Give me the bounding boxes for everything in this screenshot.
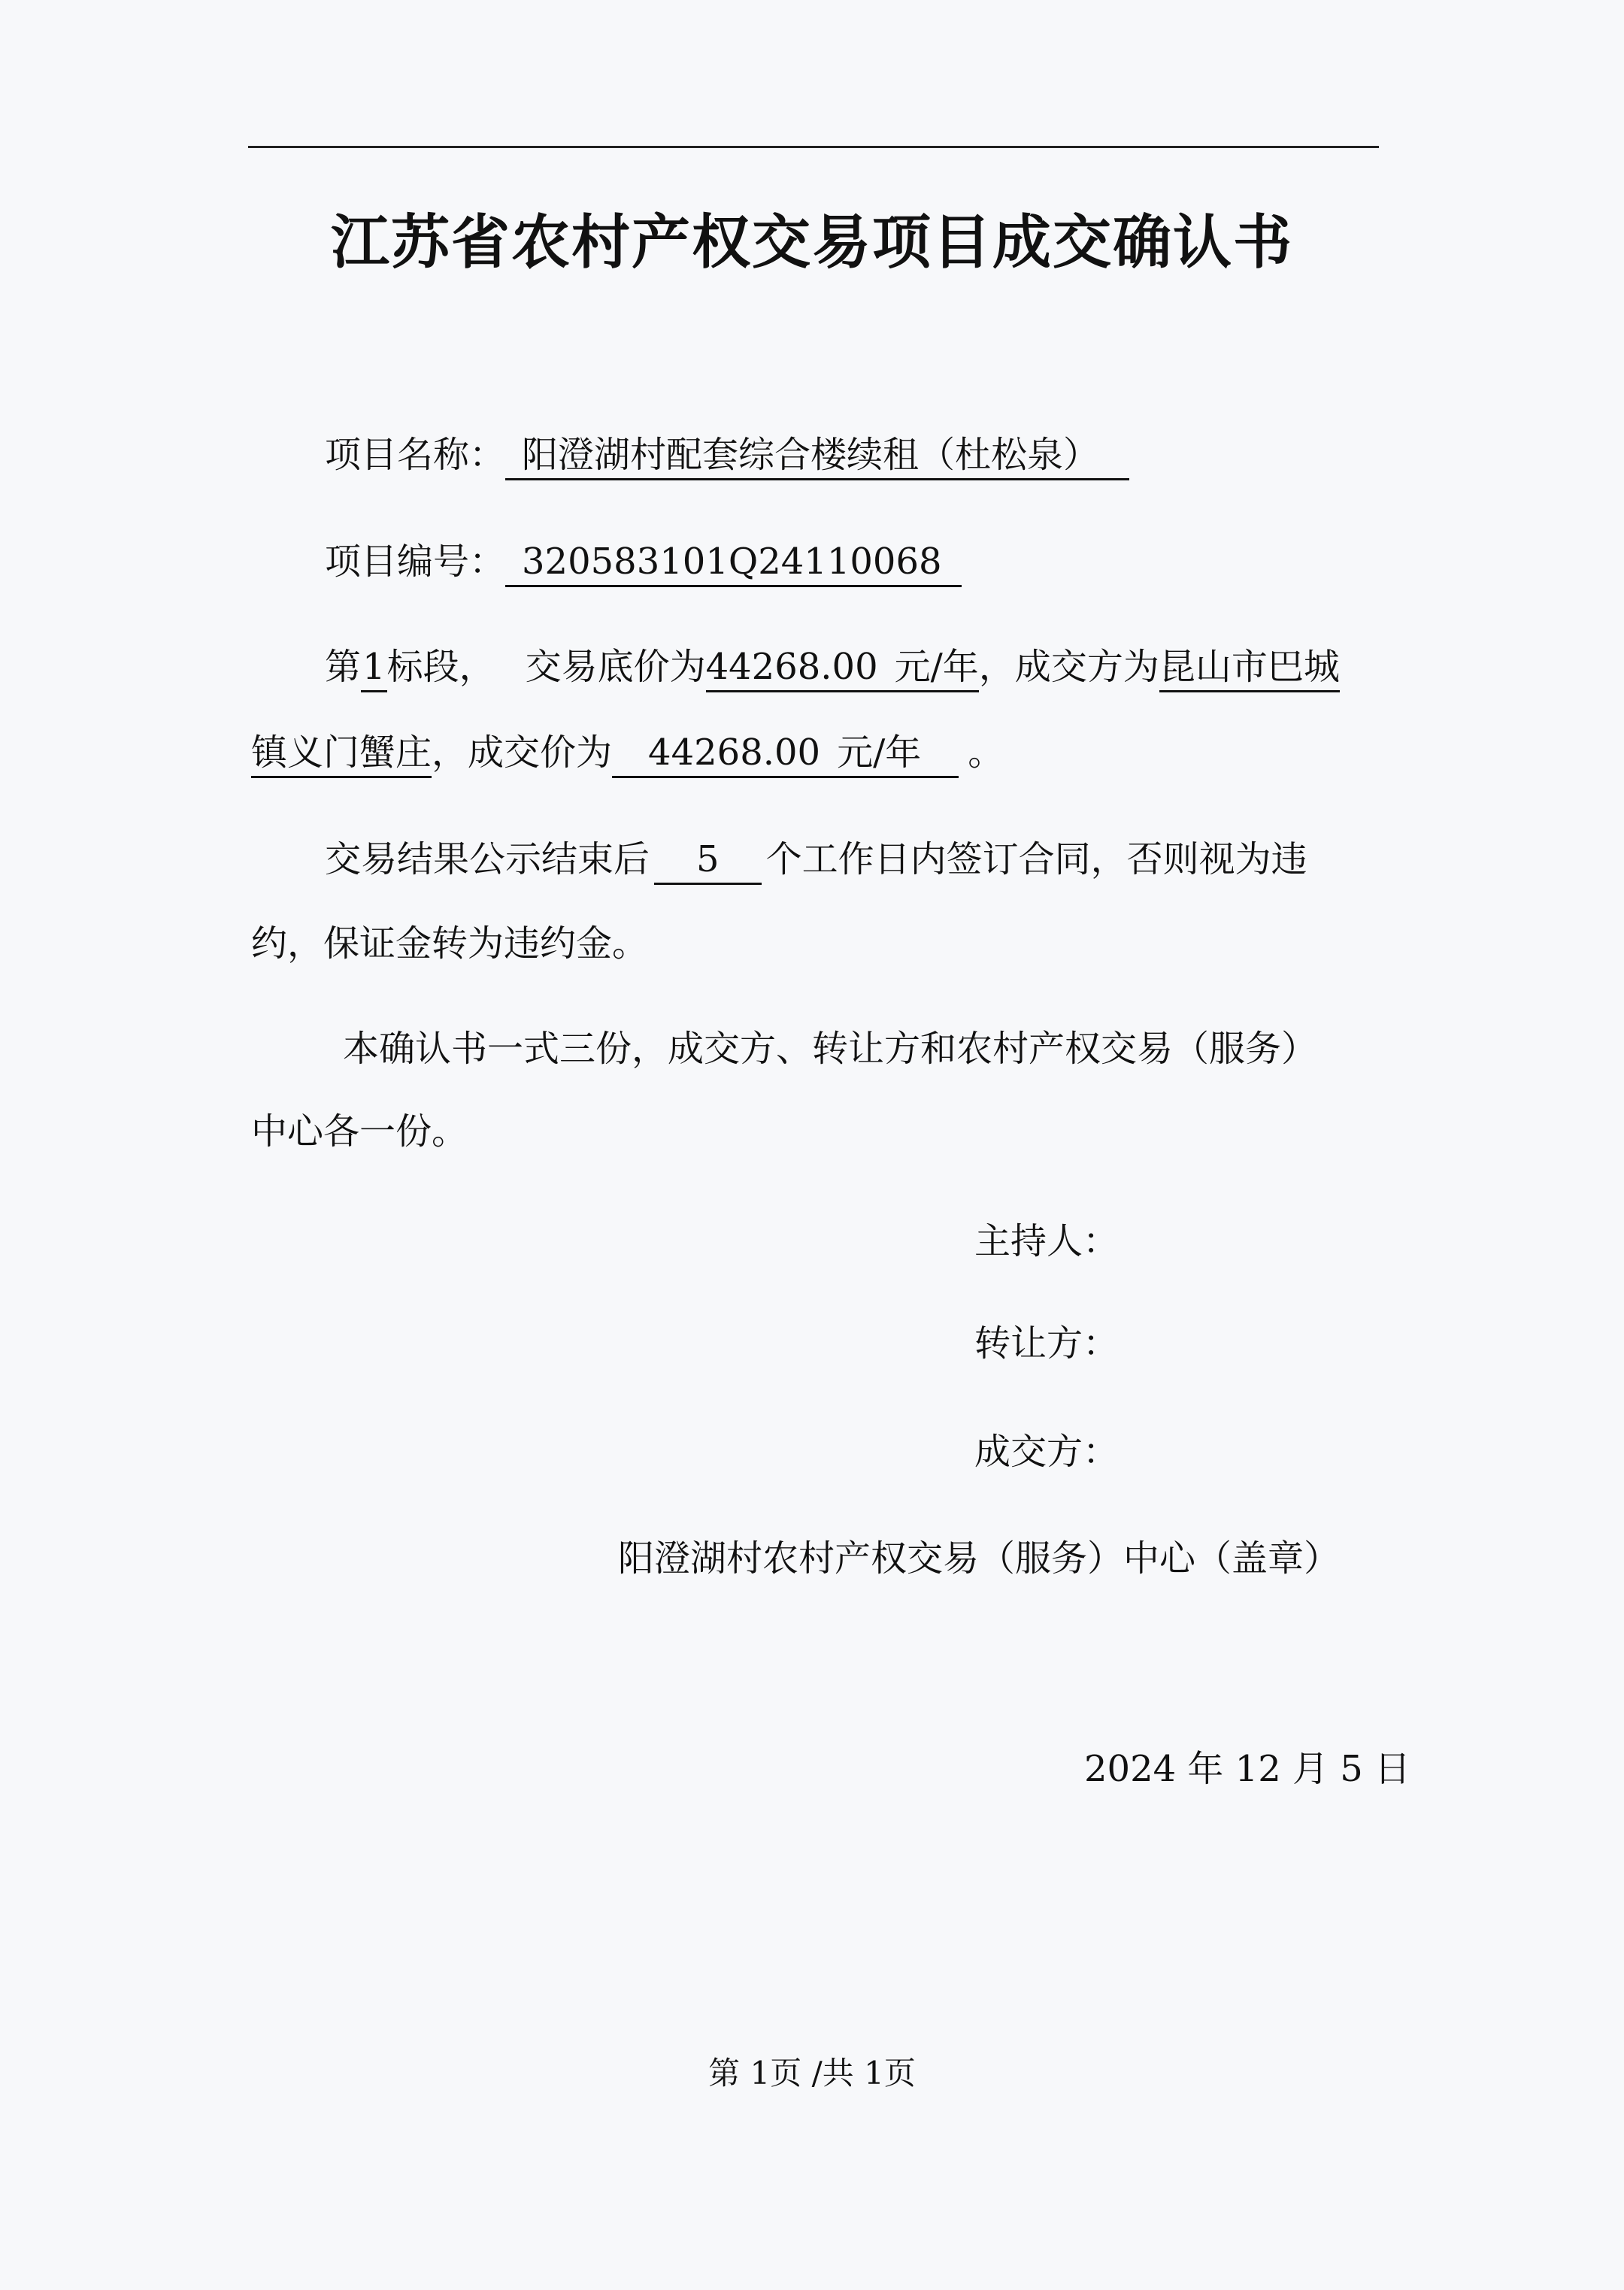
base-price-underlined xyxy=(706,644,979,692)
buyer-label: ，成交方为 xyxy=(978,646,1159,688)
deal-price-value: 44268.00 xyxy=(648,732,821,774)
deal-price-unit: 元/年 xyxy=(837,732,922,774)
base-price-value: 44268.00 xyxy=(705,646,878,688)
deal-price-underlined xyxy=(612,729,959,778)
signature-buyer: 成交方： xyxy=(974,1431,1120,1473)
copies-line2: 中心各一份。 xyxy=(251,1110,468,1153)
buyer-name-part2: 镇义门蟹庄 xyxy=(251,729,432,778)
top-rule xyxy=(248,146,1379,148)
contract-text-before: 交易结果公示结束后 xyxy=(325,838,650,880)
lot-number: 1 xyxy=(361,644,387,692)
copies-line1: 本确认书一式三份，成交方、转让方和农村产权交易（服务） xyxy=(343,1028,1318,1070)
signature-center: 阳澄湖村农村产权交易（服务）中心（盖章） xyxy=(618,1537,1341,1580)
contract-text-after: 个工作日内签订合同，否则视为违 xyxy=(765,838,1307,880)
base-price-label: 交易底价为 xyxy=(525,646,706,688)
lot-row-2 xyxy=(251,726,1004,779)
base-price-unit: 元/年 xyxy=(894,646,979,688)
project-name-value: 阳澄湖村配套综合楼续租（杜松泉） xyxy=(505,432,1129,480)
signature-host: 主持人： xyxy=(974,1220,1120,1262)
page-footer: 第 1页 /共 1页 xyxy=(708,2055,916,2092)
lot-end: 。 xyxy=(968,732,1004,774)
project-number-value: 320583101Q24110068 xyxy=(505,538,962,587)
lot-suffix: 标段， xyxy=(386,646,495,688)
contract-days: 5 xyxy=(654,836,762,885)
deal-price-label: ，成交价为 xyxy=(432,732,613,774)
contract-row-2 xyxy=(251,917,648,970)
document-date: 2024 年 12 月 5 日 xyxy=(1084,1748,1411,1790)
project-name-label: 项目名称： xyxy=(325,434,506,476)
contract-row-1 xyxy=(325,833,1307,886)
copies-row-2 xyxy=(251,1105,468,1158)
contract-line2: 约，保证金转为违约金。 xyxy=(251,922,649,965)
lot-row-1 xyxy=(325,641,1340,693)
buyer-name-part1: 昆山市巴城 xyxy=(1159,644,1340,692)
project-number-row xyxy=(325,535,962,588)
lot-prefix: 第 xyxy=(325,646,362,688)
signature-transferor: 转让方： xyxy=(974,1322,1120,1365)
document-title: 江苏省农村产权交易项目成交确认书 xyxy=(330,209,1293,277)
project-name-row xyxy=(325,429,1129,481)
copies-row-1 xyxy=(343,1022,1317,1075)
project-number-label: 项目编号： xyxy=(325,541,506,583)
